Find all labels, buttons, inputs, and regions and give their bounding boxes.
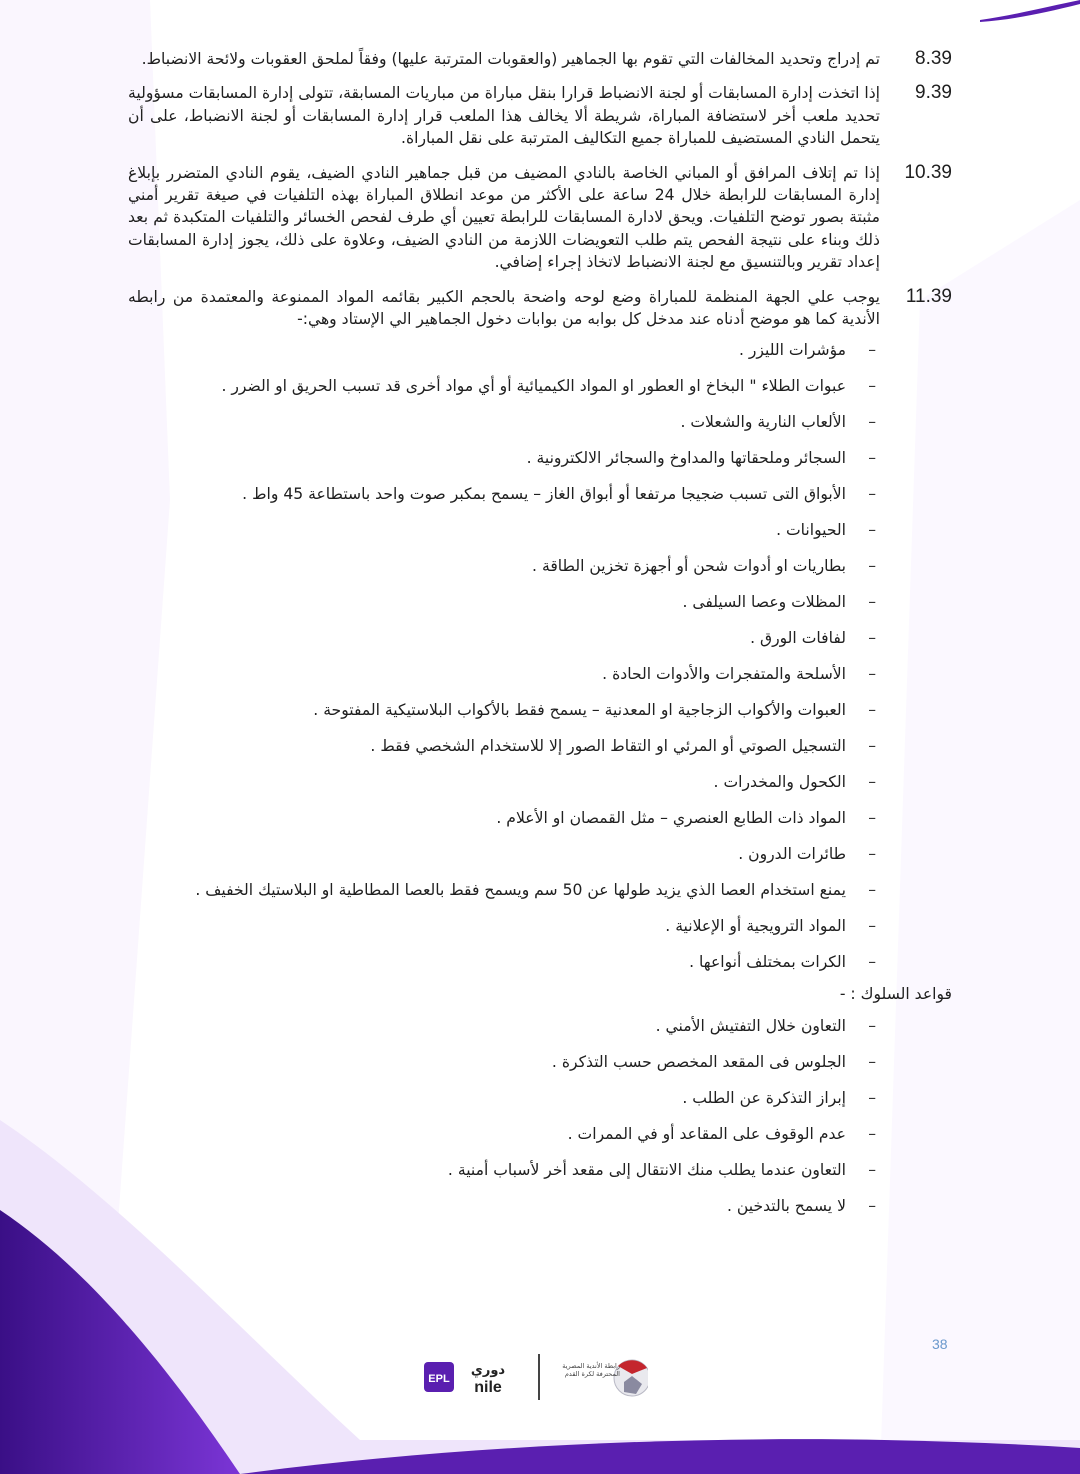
list-item: – الأبواق التى تسبب ضجيجا مرتفعا أو أبواق الغاز – يسمح بمكبر صوت واحد باستطاعة 45 واط .: [128, 482, 952, 518]
article-number: 11.39: [905, 285, 952, 307]
article-number: 9.39: [915, 82, 952, 104]
list-item: – بطاريات او أدوات شحن أو أجهزة تخزين الطاقة .: [128, 554, 952, 590]
article-10-39: [128, 162, 952, 274]
bullet-dash: –: [868, 701, 876, 720]
article-number: 8.39: [915, 48, 952, 69]
bullet-dash: –: [868, 449, 876, 468]
list-item: – التسجيل الصوتي أو المرئي او التقاط الصور إلا للاستخدام الشخصي فقط .: [128, 734, 952, 770]
bullet-dash: –: [868, 1089, 876, 1108]
list-item: – الكحول والمخدرات .: [128, 770, 952, 806]
article-8-39: [128, 48, 952, 70]
article-text: تم إدراج وتحديد المخالفات التي تقوم بها الجماهير (والعقوبات المترتبة عليها) وفقاً لملحق العقوبات ولائحة الانضباط.: [141, 50, 880, 68]
bullet-dash: –: [868, 809, 876, 828]
article-text: إذا اتخذت إدارة المسابقات أو لجنة الانضباط قرارا بنقل مباراة من مباريات المسابقة، تتولى إدارة المسابقات مسؤولية تحديد ملعب أخر لاستضافة المباراة، شريطة ألا يخالف هذا الملعب قرار إدارة المسابقات أو لجنة الانضباط، على أن يتحمل النادي المستضيف للمباراة جميع التكاليف المترتبة على نقل المباراة.: [128, 84, 880, 148]
bullet-dash: –: [868, 1197, 876, 1216]
article-text: إذا تم إتلاف المرافق أو المباني الخاصة بالنادي المضيف من قبل جماهير النادي الضيف، يقوم النادي المتضرر بإبلاغ إدارة المسابقات للرابطة خلال 24 ساعة على الأكثر من موعد انطلاق المباراة بهذه التلفيات في صيغة تقرير أمني مثبتة بصور توضح التلفيات. ويحق لادارة المسابقات للرابطة تعيين أي طرف لفحص الخسائر والتلفيات المتكبدة ثم بعد ذلك وبناء على نتيجة الفحص يتم طلب التعويضات اللازمة من النادي الضيف، وعلاوة على ذلك، يجوز إدارة المسابقات إعداد تقرير وبالتنسيق مع لجنة الانضباط لاتخاذ إجراء إضافي.: [128, 163, 880, 272]
page-number: 38: [932, 1336, 948, 1352]
article-11-39: [128, 286, 952, 331]
list-item: – إبراز التذكرة عن الطلب .: [128, 1086, 952, 1122]
list-item: – لا يسمح بالتدخين .: [128, 1194, 952, 1230]
footer-divider: [538, 1354, 540, 1400]
list-item: – العبوات والأكواب الزجاجية او المعدنية – يسمح فقط بالأكواب البلاستيكية المفتوحة .: [128, 698, 952, 734]
bullet-dash: –: [868, 953, 876, 972]
bullet-dash: –: [868, 917, 876, 936]
bullet-dash: –: [868, 737, 876, 756]
list-item: – التعاون خلال التفتيش الأمني .: [128, 1014, 952, 1050]
list-item: – طائرات الدرون .: [128, 842, 952, 878]
bullet-dash: –: [868, 593, 876, 612]
list-item: – المظلات وعصا السيلفى .: [128, 590, 952, 626]
bullet-dash: –: [868, 521, 876, 540]
federation-name: رابطة الأندية المصرية المحترفة لكرة القدم: [562, 1362, 620, 1378]
list-item: – عدم الوقوف على المقاعد أو في الممرات .: [128, 1122, 952, 1158]
bullet-dash: –: [868, 341, 876, 360]
list-item: – الأسلحة والمتفجرات والأدوات الحادة .: [128, 662, 952, 698]
document-body: [128, 48, 952, 1230]
list-item: – مؤشرات الليزر .: [128, 338, 952, 374]
bullet-dash: –: [868, 773, 876, 792]
bullet-dash: –: [868, 1125, 876, 1144]
prohibited-items-list: [128, 338, 952, 986]
article-number: 10.39: [904, 161, 952, 183]
bullet-dash: –: [868, 1053, 876, 1072]
list-item: – الألعاب النارية والشعلات .: [128, 410, 952, 446]
list-item: – التعاون عندما يطلب منك الانتقال إلى مقعد أخر لأسباب أمنية .: [128, 1158, 952, 1194]
bullet-dash: –: [868, 557, 876, 576]
league-logo-arabic: دوري: [470, 1363, 506, 1378]
list-item: – عبوات الطلاء " البخاخ او العطور او المواد الكيميائية أو أي مواد أخرى قد تسبب الحريق او الضرر .: [128, 374, 952, 410]
list-item: – المواد ذات الطابع العنصري – مثل القمصان او الأعلام .: [128, 806, 952, 842]
epl-badge-text: EPL: [428, 1373, 450, 1385]
bullet-dash: –: [868, 629, 876, 648]
list-item: – المواد الترويجية أو الإعلانية .: [128, 914, 952, 950]
conduct-rules-title: قواعد السلوك : -: [839, 985, 952, 1004]
list-item: – السجائر وملحقاتها والمداوخ والسجائر الالكترونية .: [128, 446, 952, 482]
list-item: – الحيوانات .: [128, 518, 952, 554]
bullet-dash: –: [868, 881, 876, 900]
list-item: – لفافات الورق .: [128, 626, 952, 662]
bullet-dash: –: [868, 377, 876, 396]
bg-top-right-curve: [980, 0, 1080, 22]
list-item: – يمنع استخدام العصا الذي يزيد طولها عن 50 سم ويسمح فقط بالعصا المطاطية او البلاستيك الخفيف .: [128, 878, 952, 914]
list-item: – الكرات بمختلف أنواعها .: [128, 950, 952, 986]
list-item: – الجلوس فى المقعد المخصص حسب التذكرة .: [128, 1050, 952, 1086]
conduct-rules-list: [128, 1014, 952, 1230]
footer-logos: [424, 1352, 654, 1402]
article-text: يوجب علي الجهة المنظمة للمباراة وضع لوحه واضحة بالحجم الكبير بقائمه المواد الممنوعة والمعتمدة من رابطه الأندية كما هو موضح أدناه عند مدخل كل بوابه من بوابات دخول الجماهير الي الإستاد وهي:-: [128, 287, 880, 329]
bullet-dash: –: [868, 1017, 876, 1036]
article-9-39: [128, 82, 952, 149]
bullet-dash: –: [868, 485, 876, 504]
bullet-dash: –: [868, 665, 876, 684]
bullet-dash: –: [868, 1161, 876, 1180]
bullet-dash: –: [868, 413, 876, 432]
bullet-dash: –: [868, 845, 876, 864]
nile-league-logo: [424, 1360, 522, 1394]
league-logo-brand: nile: [474, 1379, 502, 1394]
